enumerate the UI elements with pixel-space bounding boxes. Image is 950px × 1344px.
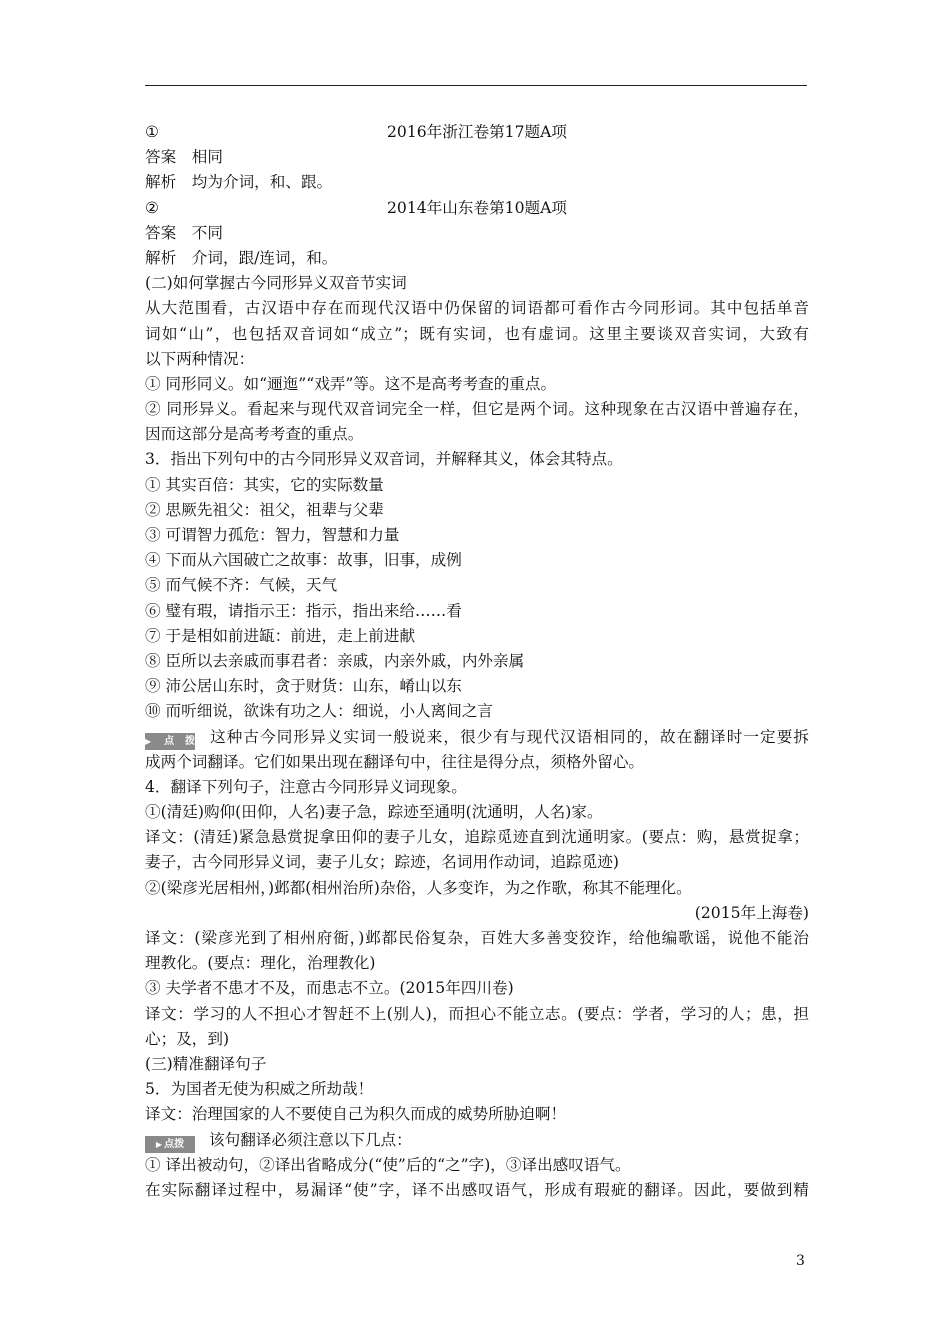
list-item: ⑩ 而听细说，欲诛有功之人：细说，小人离间之言 [145,702,494,721]
paragraph-line: 从大范围看，古汉语中存在而现代汉语中仍保留的词语都可看作古今同形词。其中包括单音 [145,299,809,318]
list-item: ① 其实百倍：其实，它的实际数量 [145,475,384,494]
translation-line: 理教化。(要点：理化，治理教化) [145,954,376,973]
section-heading: (三)精准翻译句子 [145,1054,267,1073]
paragraph-line: 以下两种情况： [145,349,255,368]
list-item: ②(梁彦光居相州，)邺都(相州治所)杂俗，人多变诈，为之作歌，称其不能理化。 [145,878,692,897]
item-number: ② [145,198,159,217]
item-number: ① [145,123,159,141]
page-body [145,120,809,1203]
list-item: ①(清廷)购仰(田仰，人名)妻子急，踪迹至通明(沈通明，人名)家。 [145,803,603,822]
list-item: ⑥ 璧有瑕，请指示王：指示，指出来给……看 [145,601,462,620]
tip-badge-label: 点拨 [164,735,195,747]
translation-line: 译文：(清廷)紧急悬赏捉拿田仰的妻子儿女，追踪觅迹直到沈通明家。(要点：购，悬赏捉拿； [145,828,809,847]
paragraph-line: 因而这部分是高考考查的重点。 [145,425,364,444]
tip-line [145,1128,809,1153]
answer-line: 答案 不同 [145,223,223,242]
header-rule [145,85,807,86]
paragraph-line: 词如“山”，也包括双音词如“成立”；既有实词，也有虚词。这里主要谈双音实词，大致有 [145,324,809,343]
tip-badge [145,733,195,750]
tip-text: 该句翻译必须注意以下几点： [209,1130,412,1149]
tip-badge [145,1136,195,1153]
paragraph-line: 成两个词翻译。它们如果出现在翻译句中，往往是得分点，须格外留心。 [145,752,645,771]
section-heading: (二)如何掌握古今同形异义双音节实词 [145,274,407,293]
translation-line: 译文：学习的人不担心才智赶不上(别人)，而担心不能立志。(要点：学者，学习的人；患，担 [145,1004,809,1023]
list-item: ② 思厥先祖父：祖父，祖辈与父辈 [145,500,384,519]
question-heading: 4．翻译下列句子，注意古今同形异义词现象。 [145,777,467,796]
question-heading: 5．为国者无使为积威之所劫哉！ [145,1080,374,1099]
source-citation: 2014年山东卷第10题A项 [387,198,567,217]
tip-line [145,725,809,750]
list-item: ⑧ 臣所以去亲戚而事君者：亲戚，内亲外戚，内外亲属 [145,651,525,670]
list-item: ④ 下而从六国破亡之故事：故事，旧事，成例 [145,551,462,570]
translation-line: 心；及，到) [145,1029,230,1048]
tip-badge-label: 点拨 [164,1138,185,1150]
list-item: ③ 夫学者不患才不及，而患志不立。(2015年四川卷) [145,979,514,998]
list-item: ① 同形同义。如“逦迤”“戏弄”等。这不是高考考查的重点。 [145,374,557,393]
list-item: ⑤ 而气候不齐：气候，天气 [145,576,338,595]
translation-line: 妻子，古今同形异义词，妻子儿女；踪迹，名词用作动词，追踪觅迹) [145,853,619,872]
source-line-2 [145,196,809,221]
answer-line: 答案 相同 [145,148,223,167]
tip-text: 这种古今同形异义实词一般说来，很少有与现代汉语相同的，故在翻译时一定要拆 [209,727,809,746]
translation-line: 译文：(梁彦光到了相州府衙，)邺都民俗复杂，百姓大多善变狡诈，给他编歌谣，说他不能治 [145,929,809,947]
analysis-line: 解析 均为介词，和、跟。 [145,173,333,192]
translation-line: 译文：治理国家的人不要使自己为积久而成的威势所胁迫啊！ [145,1105,567,1124]
arrow-icon: ▶ [155,1139,163,1149]
list-item: ③ 可谓智力孤危：智力，智慧和力量 [145,526,400,544]
analysis-line: 解析 介词，跟/连词，和。 [145,248,338,267]
arrow-icon: ▶ [145,736,163,746]
page-number: 3 [796,1253,805,1269]
list-item: ① 译出被动句，②译出省略成分(“使”后的“之”字)，③译出感叹语气。 [145,1155,631,1174]
paragraph-line: 在实际翻译过程中，易漏译“使”字，译不出感叹语气，形成有瑕疵的翻译。因此，要做到精 [145,1180,809,1199]
question-heading: 3．指出下列句中的古今同形异义双音词，并解释其义，体会其特点。 [145,450,623,469]
source-citation: 2016年浙江卷第17题A项 [387,123,567,141]
source-line-1 [145,120,809,145]
list-item: ⑨ 沛公居山东时，贪于财货：山东，崤山以东 [145,677,462,696]
list-item: ② 同形异义。看起来与现代双音词完全一样，但它是两个词。这种现象在古汉语中普遍存在， [145,400,809,419]
list-item: ⑦ 于是相如前进缻：前进，走上前进献 [145,626,416,645]
source-citation: (2015年上海卷) [694,903,809,922]
